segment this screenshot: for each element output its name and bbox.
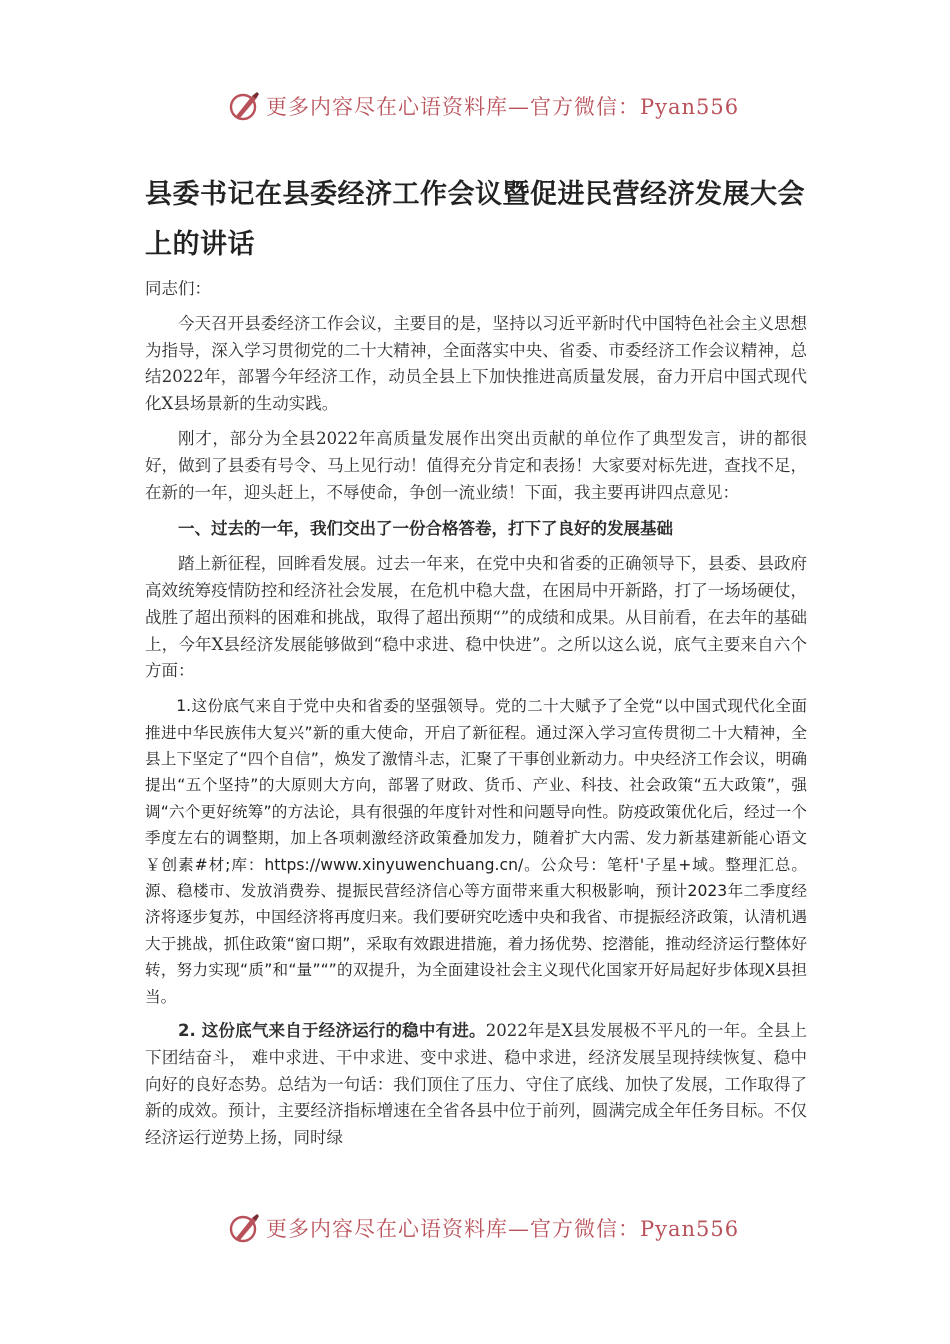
point-2-body: 2022年是X县发展极不平凡的一年。全县上下团结奋斗， 难中求进、干中求进、变中求进、稳中求进，经济发展呈现持续恢复、稳中向好的良好态势。总结为一句话：我们顶住了压力、守住了底线、加快了发展，工作取得了新的成效。预计，主要经济指标增速在全省各县中位于前列，圆满完成全年任务目标。不仅经济运行逆势上扬，同时绿 xyxy=(145,1021,807,1148)
section-heading-1: 一、过去的一年，我们交出了一份合格答卷，打下了良好的发展基础 xyxy=(178,519,673,539)
header-brand-banner xyxy=(228,86,739,126)
pen-circle-logo-icon xyxy=(228,89,262,123)
brand-text: 更多内容尽在心语资料库—官方微信：Pyan556 xyxy=(266,95,740,119)
paragraph-point-2 xyxy=(145,1018,807,1152)
footer-brand-banner xyxy=(228,1208,739,1248)
paragraph-remarks: 刚才，部分为全县2022年高质量发展作出突出贡献的单位作了典型发言，讲的都很好，做到了县委有号令、马上见行动！值得充分肯定和表扬！大家要对标先进，查找不足，在新的一年，迎头赶上，不辱使命，争创一流业绩！下面，我主要再讲四点意见： xyxy=(145,428,807,502)
page-title: 县委书记在县委经济工作会议暨促进民营经济发展大会上的讲话 xyxy=(145,179,805,260)
greeting: 同志们： xyxy=(145,279,211,298)
paragraph-point-1: 1.这份底气来自于党中央和省委的坚强领导。党的二十大赋予了全党“以中国式现代化全面推进中华民族伟大复兴”新的重大使命，开启了新征程。通过深入学习宣传贯彻二十大精神，全县上下坚定了“四个自信”，焕发了激情斗志，汇聚了干事创业新动力。中央经济工作会议，明确提出“五个坚持”的大原则大方向，部署了财政、货币、产业、科技、社会政策“五大政策”，强调“六个更好统筹”的方法论，具有很强的年度针对性和问题导向性。防疫政策优化后，经过一个季度左右的调整期，加上各项刺激经济政策叠加发力，随着扩大内需、发力新基建新能心语文￥创素#材;库：https://www.xinyuwenchuang.cn/。公众号：笔杆'子星+域。整理汇总。源、稳楼市、发放消费券、提振民营经济信心等方面带来重大积极影响，预计2023年二季度经济将逐步复苏，中国经济将再度归来。我们要研究吃透中央和我省、市提振经济政策，认清机遇大于挑战，抓住政策“窗口期”，采取有效跟进措施，着力扬优势、挖潜能，推动经济运行整体好转，努力实现“质”和“量”“”的双提升，为全面建设社会主义现代化国家开好局起好步体现X县担当。 xyxy=(145,697,807,1006)
pen-circle-logo-icon xyxy=(228,1211,262,1245)
point-2-lead: 2. 这份底气来自于经济运行的稳中有进。 xyxy=(178,1021,486,1041)
paragraph-intro: 今天召开县委经济工作会议，主要目的是，坚持以习近平新时代中国特色社会主义思想为指导，深入学习贯彻党的二十大精神，全面落实中央、省委、市委经济工作会议精神，总结2022年，部署今年经济工作，动员全县上下加快推进高质量发展，奋力开启中国式现代化X县场景新的生动实践。 xyxy=(145,313,807,414)
wechat-id: Pyan556 xyxy=(640,1217,740,1241)
article-body xyxy=(145,170,807,1152)
paragraph-review: 踏上新征程，回眸看发展。过去一年来，在党中央和省委的正确领导下，县委、县政府高效统筹疫情防控和经济社会发展，在危机中稳大盘，在困局中开新路，打了一场场硬仗，战胜了超出预料的困难和挑战，取得了超出预期“”的成绩和成果。从目前看，在去年的基础上，今年X县经济发展能够做到“稳中求进、稳中快进”。之所以这么说，底气主要来自六个方面： xyxy=(145,554,807,681)
brand-text: 更多内容尽在心语资料库—官方微信：Pyan556 xyxy=(266,1217,740,1241)
wechat-id: Pyan556 xyxy=(640,95,740,119)
